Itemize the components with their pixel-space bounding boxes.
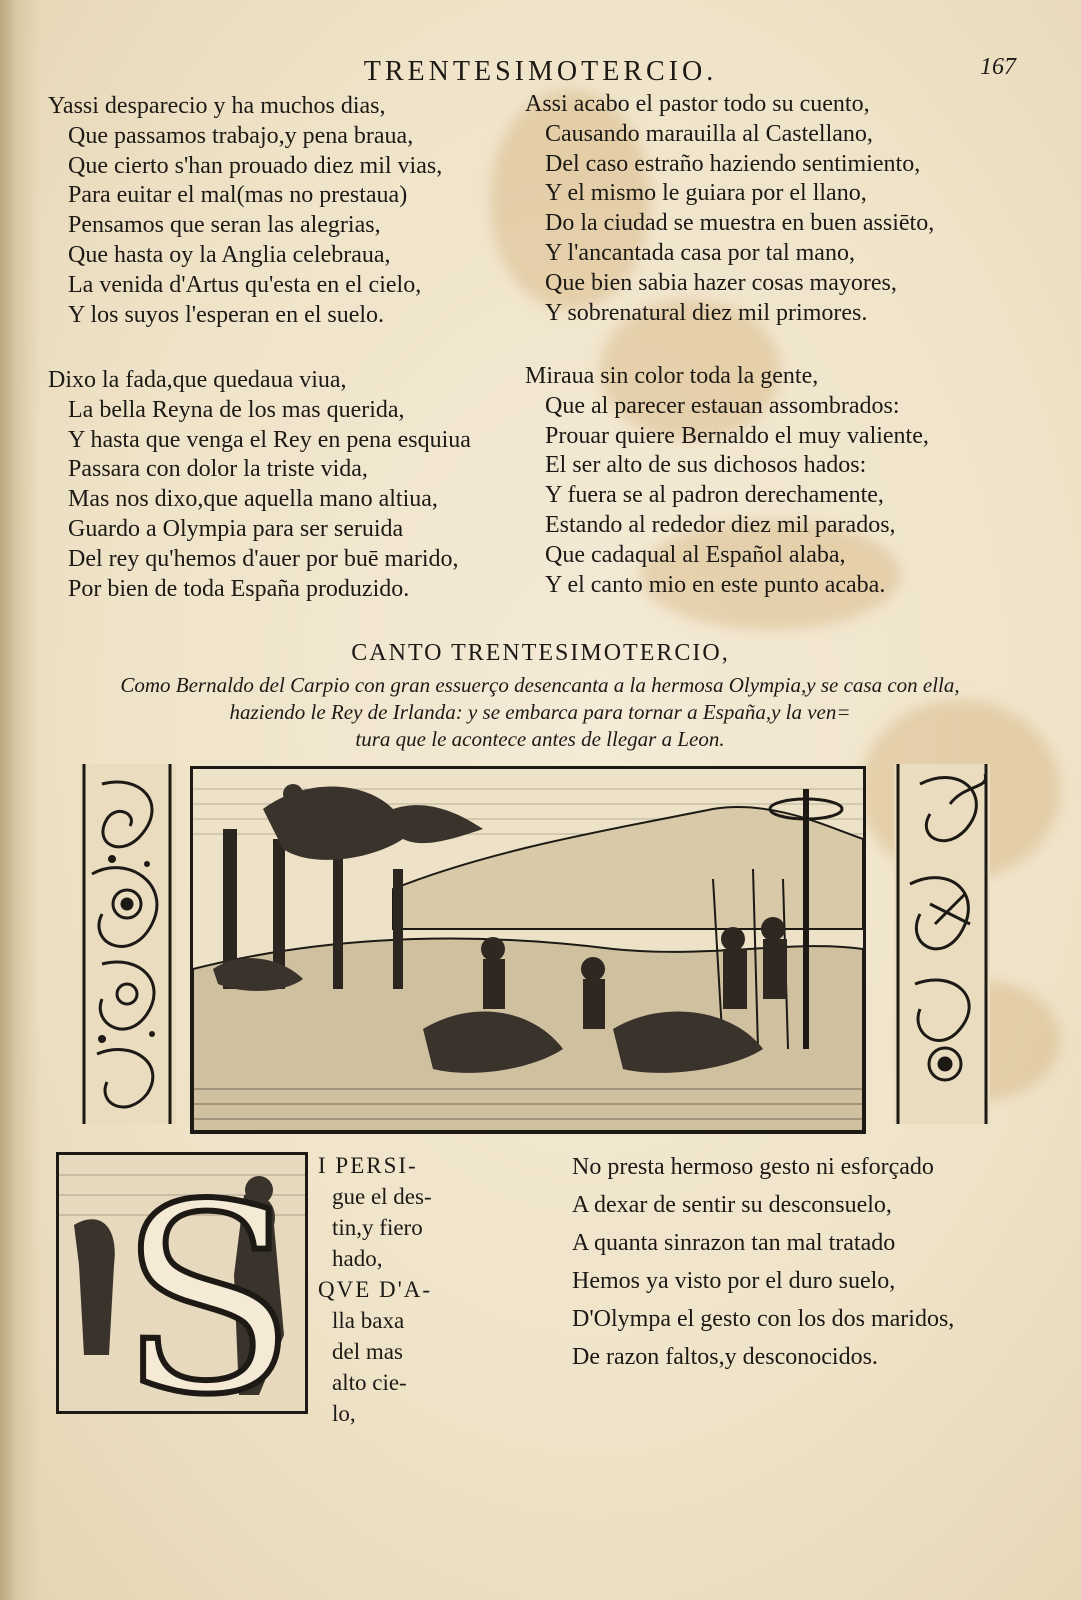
stanza-middle-right	[525, 362, 929, 600]
verse-line: Estando al rededor diez mil parados,	[545, 511, 896, 538]
verse-line: Del caso estraño haziendo sentimiento,	[545, 150, 921, 177]
gutter-shadow	[0, 0, 40, 1600]
opening-line: lo,	[332, 1401, 356, 1426]
opening-line: gue el des-	[332, 1184, 432, 1209]
opening-line: lla baxa	[332, 1308, 405, 1333]
summary-line: haziendo le Rey de Irlanda: y se embarca para tornar a España,y la ven=	[229, 700, 851, 724]
verse-line: Que al parecer estauan assombrados:	[545, 392, 900, 419]
right-ornament-border	[890, 764, 1000, 1124]
verse-line: El ser alto de sus dichosos hados:	[545, 452, 867, 479]
verse-line: Del rey qu'hemos d'auer por buē marido,	[68, 545, 459, 572]
stanza-top-left	[48, 92, 442, 330]
verse-line: Por bien de toda España produzido.	[68, 575, 410, 602]
verse-line: Que cadaqual al Español alaba,	[545, 541, 846, 568]
verse-line: Y fuera se al padron derechamente,	[545, 482, 884, 509]
verse-line: De razon faltos,y desconocidos.	[572, 1344, 878, 1370]
verse-line: A quanta sinrazon tan mal tratado	[572, 1230, 896, 1256]
verse-line: Que hasta oy la Anglia celebraua,	[68, 241, 391, 268]
verse-line: Y hasta que venga el Rey en pena esquiua	[68, 426, 471, 453]
initial-illustration	[59, 1155, 305, 1411]
opening-line: QVE D'A-	[318, 1277, 433, 1302]
verse-line: Assi acabo el pastor todo su cuento,	[525, 91, 870, 117]
verse-line: Yassi desparecio y ha muchos dias,	[48, 93, 386, 119]
verse-line: Miraua sin color toda la gente,	[525, 363, 819, 389]
verse-line: Passara con dolor la triste vida,	[68, 456, 368, 483]
opening-line: I PERSI-	[318, 1153, 418, 1178]
verse-line: Y los suyos l'esperan en el suelo.	[68, 301, 385, 328]
verse-line: Mas nos dixo,que aquella mano altiua,	[68, 486, 438, 513]
running-title: TRENTESIMOTERCIO.	[363, 56, 718, 87]
verse-line: Y el mismo le guiara por el llano,	[545, 180, 867, 207]
stanza-top-right	[525, 90, 934, 328]
verse-line: La bella Reyna de los mas querida,	[68, 396, 405, 423]
initial-letter: S	[119, 1155, 298, 1411]
verse-line: D'Olympa el gesto con los dos maridos,	[572, 1306, 955, 1332]
verse-line: No presta hermoso gesto ni esforçado	[572, 1154, 934, 1180]
verse-line: Dixo la fada,que quedaua viua,	[48, 367, 347, 393]
left-ornament-border	[72, 764, 182, 1124]
verse-line: Guardo a Olympia para ser seruida	[68, 515, 404, 542]
verse-line: A dexar de sentir su desconsuelo,	[572, 1192, 892, 1218]
verse-line: Hemos ya visto por el duro suelo,	[572, 1268, 896, 1294]
summary-line: Como Bernaldo del Carpio con gran essuerço desencanta a la hermosa Olympia,y se casa con ella,	[120, 673, 960, 697]
verse-line: Y el canto mio en este punto acaba.	[545, 571, 886, 598]
verse-line: Y sobrenatural diez mil primores.	[545, 299, 868, 326]
woodcut-scene	[193, 769, 863, 1131]
verse-line: Y l'ancantada casa por tal mano,	[545, 239, 855, 266]
verse-line: Pensamos que seran las alegrias,	[68, 212, 381, 239]
verse-line: Que bien sabia hazer cosas mayores,	[545, 269, 897, 296]
decorated-initial	[56, 1152, 308, 1414]
woodcut-illustration	[190, 766, 866, 1134]
opening-line: hado,	[332, 1246, 383, 1271]
opening-line: tin,y fiero	[332, 1215, 423, 1240]
verse-line: Do la ciudad se muestra en buen assiēto,	[545, 210, 935, 237]
opening-line: alto cie-	[332, 1370, 407, 1395]
page-number: 167	[980, 54, 1016, 80]
opening-text	[318, 1150, 508, 1429]
verse-line: Que cierto s'han prouado diez mil vias,	[68, 152, 443, 179]
verse-line: Prouar quiere Bernaldo el muy valiente,	[545, 422, 929, 449]
verse-line: Para euitar el mal(mas no prestaua)	[68, 182, 408, 209]
stanza-middle-left	[48, 366, 471, 604]
verse-line: Que passamos trabajo,y pena braua,	[68, 122, 414, 149]
opening-line: del mas	[332, 1339, 403, 1364]
verse-line: La venida d'Artus qu'esta en el cielo,	[68, 271, 422, 298]
stanza-bottom-right	[572, 1148, 954, 1376]
summary-line: tura que le acontece antes de llegar a Leon.	[355, 727, 725, 751]
verse-line: Causando marauilla al Castellano,	[545, 120, 873, 147]
canto-heading: CANTO TRENTESIMOTERCIO,	[351, 640, 730, 666]
canto-summary	[30, 672, 1050, 753]
